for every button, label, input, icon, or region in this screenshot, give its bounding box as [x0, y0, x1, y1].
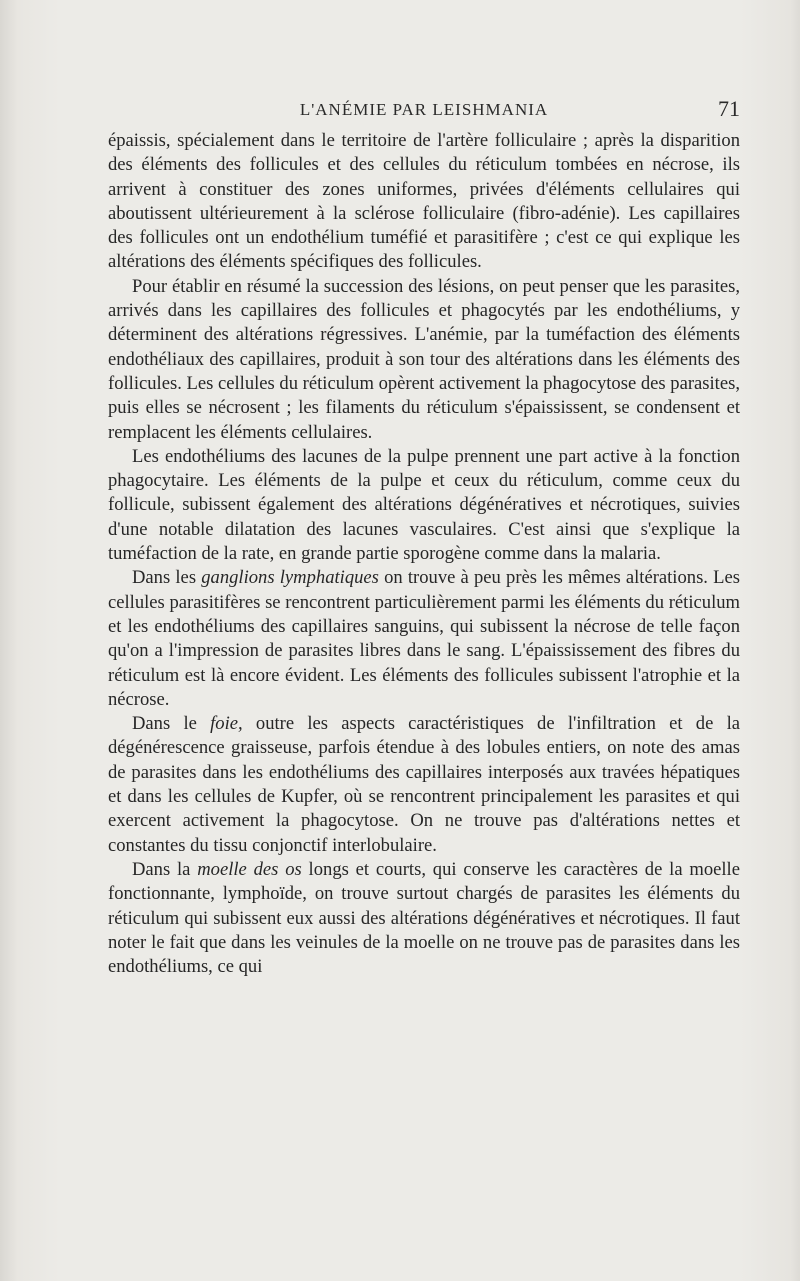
paragraph-text: épaissis, spécialement dans le territoire de l'artère folliculaire ; après la disparition des éléments des follicules et des cellules du réticulum tombées en nécrose, ils arrivent à constituer des zones uniformes, privées d'éléments cellulaires qui aboutissent ultérieurement à la sclérose folliculaire (fibro-adénie). Les capillaires des follicules ont un endothélium tuméfié et parasitifère ; c'est ce qui explique les altérations des éléments spécifiques des follicules. — [108, 130, 740, 273]
italic-term-moelle: moelle des os — [197, 858, 302, 880]
paragraph-2 — [108, 275, 740, 445]
paragraph-text: Pour établir en résumé la succession des lésions, on peut penser que les parasites, arrivés dans les capillaires des follicules et phagocytés par les endothéliums, y déterminent des altérations régressives. L'anémie, par la tuméfaction des éléments endothéliaux des capillaires, produit à son tour des altérations dans les éléments des follicules. Les cellules du réticulum opèrent activement la phagocytose des parasites, puis elles se nécrosent ; les filaments du réticulum s'épaississent, se condensent et remplacent les éléments cellulaires. — [108, 275, 740, 443]
paragraph-3 — [108, 445, 740, 566]
paragraph-text: on trouve à peu près les mêmes altérations. Les cellules parasitifères se rencontrent particulièrement parmi les éléments du réticulum et les endothéliums des capillaires sanguins, qui subissent la nécrose de telle façon qu'on a l'impression de parasites libres dans le sang. L'épaississement des fibres du réticulum est là encore évident. Les éléments des follicules subissent l'atrophie et la nécrose. — [108, 567, 740, 710]
page-header — [108, 96, 740, 126]
italic-term-foie: foie, — [210, 713, 243, 735]
paragraph-text: Dans la — [132, 858, 198, 880]
italic-term-ganglions: ganglions lymphatiques — [201, 567, 379, 589]
paragraph-text: longs et courts, qui conserve les caractères de la moelle fonctionnante, lymphoïde, on trouve surtout chargés de parasites les éléments du réticulum qui subissent eux aussi des altérations dégénératives et nécrotiques. Il faut noter le fait que dans les veinules de la moelle on ne trouve pas de parasites dans les endothéliums, ce qui — [108, 858, 740, 978]
paragraph-text: outre les aspects caractéristiques de l'infiltration et de la dégénérescence graisseuse, parfois étendue à des lobules entiers, on note des amas de parasites dans les endothéliums des capillaires interposés aux travées hépatiques et dans les cellules de Kupfer, où se rencontrent principalement les parasites et qui exercent activement la phagocytose. On ne trouve pas d'altérations nettes et constantes du tissu conjonctif interlobulaire. — [108, 713, 740, 856]
body-text — [108, 129, 740, 979]
paragraph-text: Dans le — [132, 713, 211, 735]
paragraph-6 — [108, 858, 740, 979]
paragraph-4 — [108, 566, 740, 712]
paragraph-text: Les endothéliums des lacunes de la pulpe prennent une part active à la fonction phagocytaire. Les éléments de la pulpe et ceux du réticulum, comme ceux du follicule, subissent également des altérations dégénératives et nécrotiques, suivies d'une notable dilatation des lacunes vasculaires. C'est ainsi que s'explique la tuméfaction de la rate, en grande partie sporogène comme dans la malaria. — [108, 445, 740, 565]
running-title: L'ANÉMIE PAR LEISHMANIA — [299, 100, 549, 119]
paragraph-1 — [108, 129, 740, 275]
paragraph-text: Dans les — [132, 567, 202, 589]
page-number: 71 — [718, 96, 740, 121]
paragraph-5 — [108, 712, 740, 858]
